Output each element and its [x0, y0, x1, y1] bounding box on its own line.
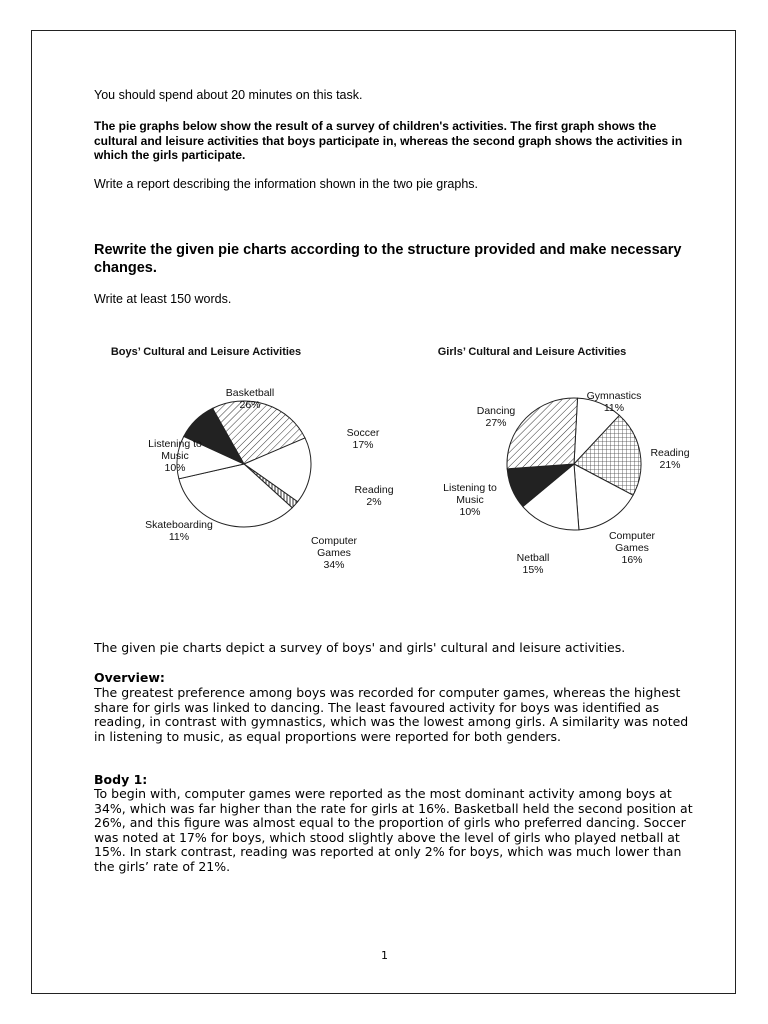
page-number: 1	[381, 949, 388, 962]
girls-label-listening-to-music: Listening to Music 10%	[443, 482, 497, 518]
boys-label-reading: Reading 2%	[354, 484, 394, 508]
boys-chart	[111, 346, 394, 571]
girls-label-dancing: Dancing 27%	[476, 405, 516, 429]
boys-label-skateboarding: Skateboarding 11%	[145, 519, 213, 543]
boys-label-computer-games: Computer Games 34%	[310, 535, 358, 571]
boys-label-basketball: Basketball 26%	[225, 387, 275, 411]
body1-paragraph: To begin with, computer games were reported as the most dominant activity among boys at 34%, which was far higher than the rate for girls at 16%. Basketball held the second position at 26%, and this figure was almost equal to the proportion of girls who preferred dancing. Soccer was noted at 17% for boys, which stood slightly above the level of girls who played netball at 15%. In stark contrast, reading was reported at only 2% for boys, which was much lower than the girls’ rate of 21%.	[94, 786, 693, 874]
document-page	[31, 30, 736, 994]
body1-heading: Body 1:	[94, 772, 148, 787]
word-limit: Write at least 150 words.	[94, 292, 232, 306]
girls-label-gymnastics: Gymnastics 11%	[586, 390, 642, 414]
overview-paragraph: The greatest preference among boys was recorded for computer games, whereas the highest share for girls was linked to dancing. The least favoured activity for boys was identified as reading, in contrast with gymnastics, which was the lowest among girls. A similarity was noted in listening to music, as equal proportions were reported for both genders.	[94, 685, 689, 744]
task-instruction: You should spend about 20 minutes on this task.	[94, 88, 363, 102]
pie-charts-figure	[94, 337, 690, 577]
boys-chart-title: Boys’ Cultural and Leisure Activities	[110, 346, 302, 358]
girls-label-netball: Netball 15%	[516, 552, 550, 576]
task-prompt: The pie graphs below show the result of a survey of children's activities. The first graph shows the cultural and leisure activities that boys participate in, whereas the second graph shows the activities in which the girls participate.	[94, 119, 683, 162]
girls-chart	[438, 346, 690, 576]
essay-intro: The given pie charts depict a survey of boys' and girls' cultural and leisure activities.	[94, 640, 626, 655]
rewrite-heading: Rewrite the given pie charts according to the structure provided and make necessary changes.	[94, 242, 682, 276]
task-write-report: Write a report describing the information shown in the two pie graphs.	[94, 177, 478, 191]
girls-label-reading: Reading 21%	[650, 447, 690, 471]
girls-chart-title: Girls’ Cultural and Leisure Activities	[437, 346, 627, 358]
girls-label-computer-games: Computer Games 16%	[608, 530, 656, 566]
overview-heading: Overview:	[94, 670, 165, 685]
boys-label-listening-to-music: Listening to Music 10%	[148, 438, 202, 474]
boys-label-soccer: Soccer 17%	[346, 427, 380, 451]
girls-slice-dancing	[507, 398, 578, 469]
